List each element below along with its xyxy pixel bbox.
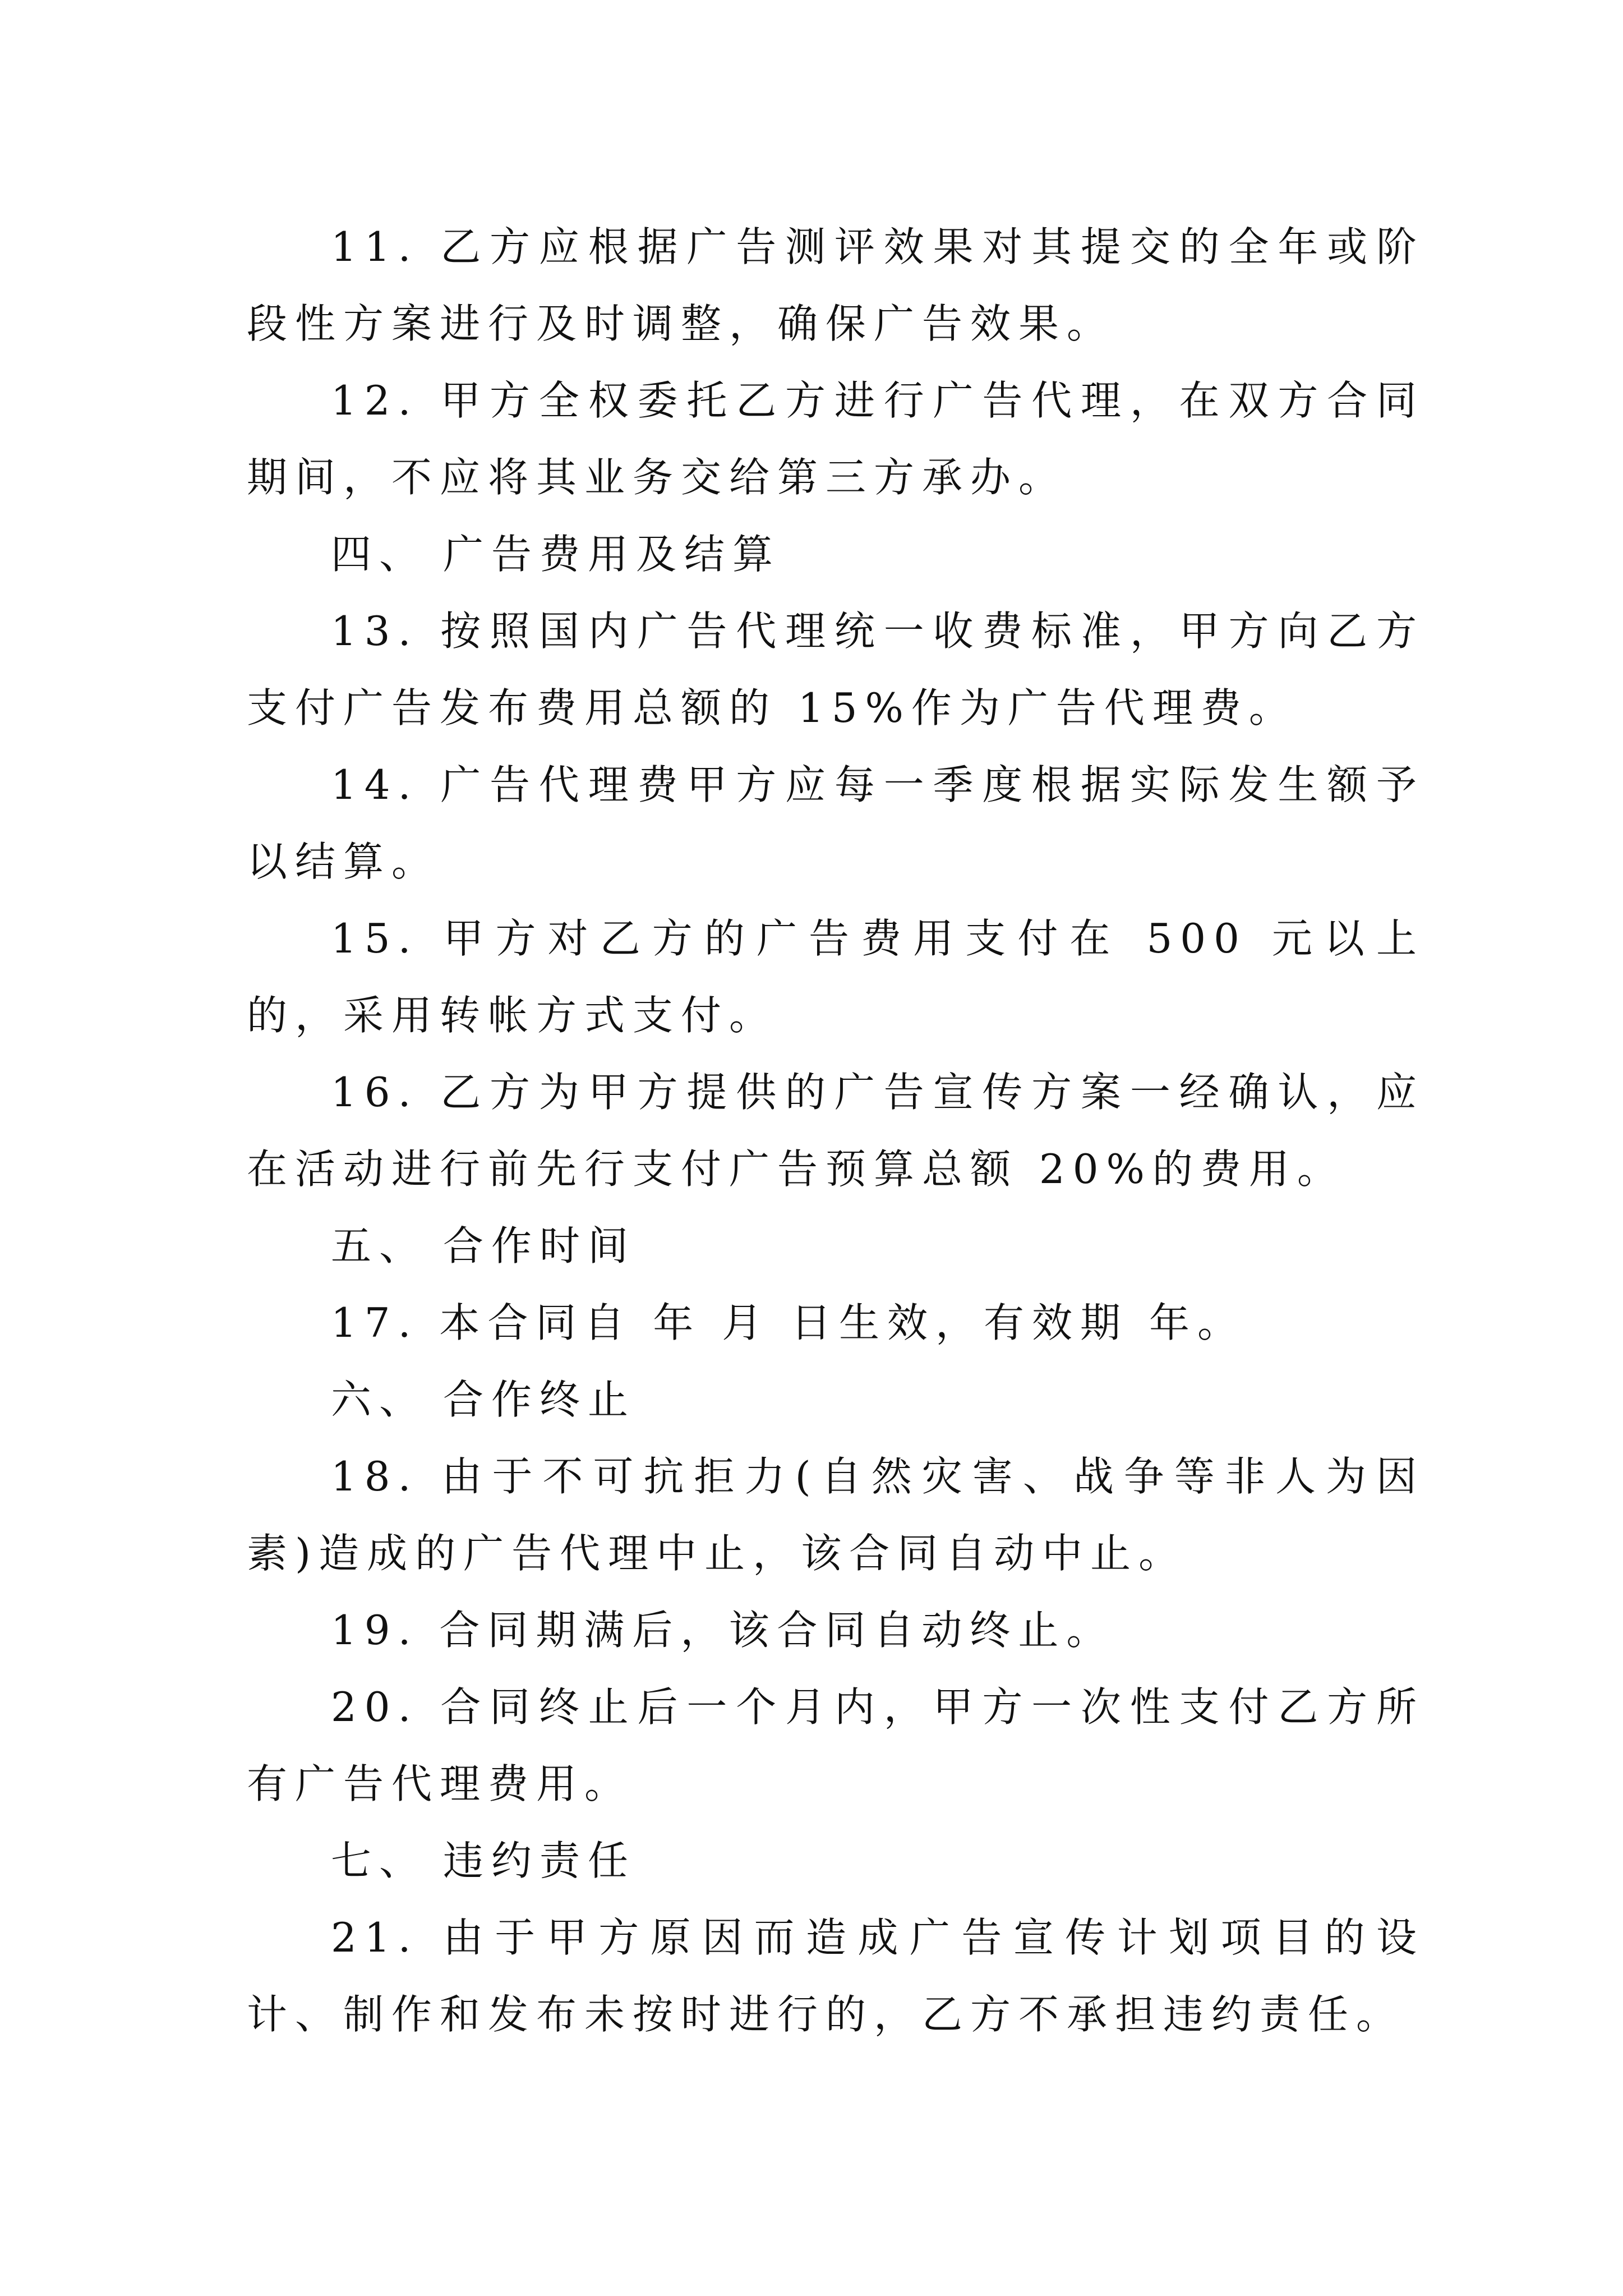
clause-13: 13. 按照国内广告代理统一收费标准，甲方向乙方支付广告发布费用总额的 15%作为广告代理费。 — [247, 608, 1424, 731]
section-title: 合作时间 — [443, 1222, 637, 1269]
clause-12: 12. 甲方全权委托乙方进行广告代理，在双方合同期间，不应将其业务交给第三方承办。 — [247, 377, 1424, 501]
clause-11: 11. 乙方应根据广告测评效果对其提交的全年或阶段性方案进行及时调整，确保广告效果。 — [247, 223, 1424, 347]
clause-19: 19. 合同期满后，该合同自动终止。 — [331, 1607, 1115, 1654]
section-heading-term — [247, 1208, 1424, 1285]
document-body — [247, 209, 1424, 2053]
clause-18: 18. 由于不可抗拒力(自然灾害、战争等非人为因素)造成的广告代理中止，该合同自动中止。 — [247, 1453, 1424, 1577]
section-number: 四、 — [331, 531, 428, 578]
clause-14: 14. 广告代理费甲方应每一季度根据实际发生额予以结算。 — [247, 761, 1424, 885]
clause-21: 21. 由于甲方原因而造成广告宣传计划项目的设计、制作和发布未按时进行的，乙方不承担违约责任。 — [247, 1914, 1424, 2038]
section-heading-breach — [247, 1823, 1424, 1899]
section-number: 七、 — [331, 1837, 428, 1884]
section-title: 广告费用及结算 — [443, 531, 781, 578]
section-title: 合作终止 — [443, 1376, 637, 1423]
clause-15: 15. 甲方对乙方的广告费用支付在 500 元以上的，采用转帐方式支付。 — [247, 915, 1424, 1039]
section-number: 六、 — [331, 1376, 428, 1423]
section-number: 五、 — [331, 1222, 428, 1269]
section-heading-fees — [247, 516, 1424, 593]
clause-16: 16. 乙方为甲方提供的广告宣传方案一经确认，应在活动进行前先行支付广告预算总额 20%的费用。 — [247, 1069, 1424, 1193]
section-title: 违约责任 — [443, 1837, 637, 1884]
clause-17: 17. 本合同自 年 月 日生效，有效期 年。 — [331, 1299, 1246, 1346]
section-heading-termination — [247, 1361, 1424, 1438]
clause-20: 20. 合同终止后一个月内，甲方一次性支付乙方所有广告代理费用。 — [247, 1683, 1424, 1807]
